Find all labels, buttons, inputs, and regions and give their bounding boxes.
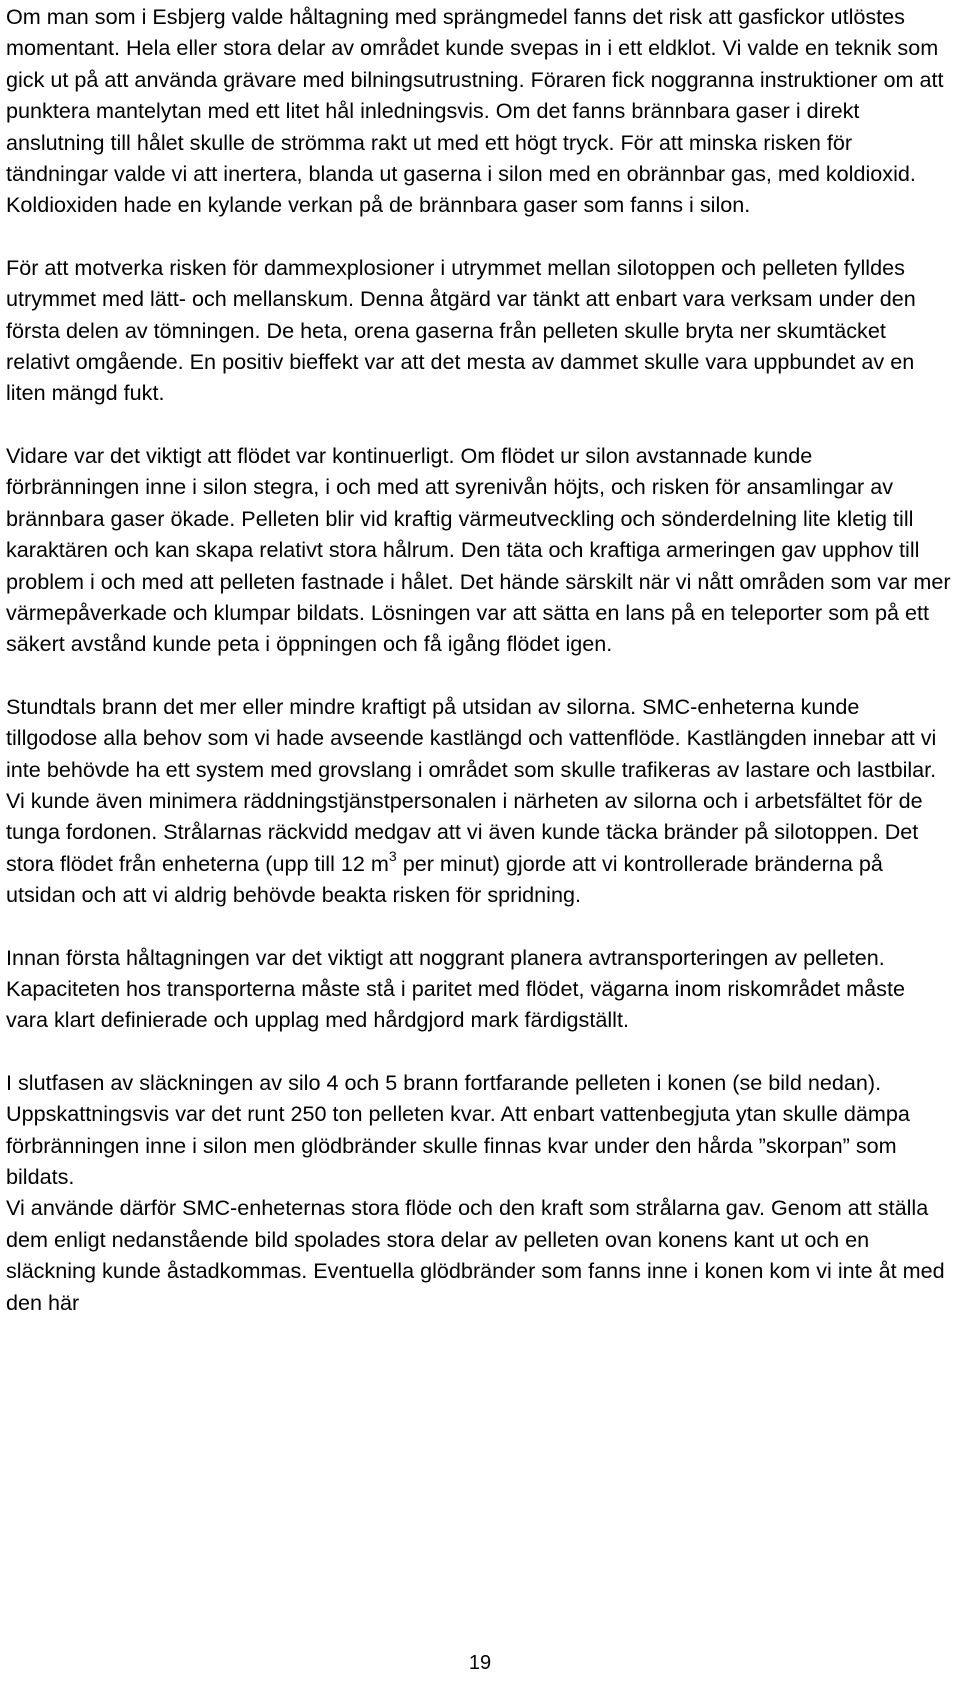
page-number: 19 (468, 1652, 492, 1674)
paragraph-2: För att motverka risken för dammexplosioner i utrymmet mellan silotoppen och pelleten fylldes utrymmet med lätt- och mellanskum. Denna åtgärd var tänkt att enbart vara verksam under den första delen av tömningen. De heta, orena gaserna från pelleten skulle bryta ner skumtäcket relativt omgående. En positiv bieffekt var att det mesta av dammet skulle vara uppbundet av en liten mängd fukt. (6, 254, 916, 406)
paragraph-6: I slutfasen av släckningen av silo 4 och 5 brann fortfarande pelleten i konen (se bild nedan). Uppskattningsvis var det runt 250 ton pelleten kvar. Att enbart vattenbegjuta ytan skulle dämpa förbränningen inne i silon men glödbränder skulle finnas kvar under den hårda ”skorpan” som bildats. (6, 1069, 910, 1189)
paragraph-3: Vidare var det viktigt att flödet var kontinuerligt. Om flödet ur silon avstannade kunde förbränningen inne i silon stegra, i och med att syrenivån höjts, och risken för ansamlingar av brännbara gaser ökade. Pelleten blir vid kraftig värmeutveckling och sönderdelning lite kletig till karaktären och kan skapa relativt stora hålrum. Den täta och kraftiga armeringen gav upphov till problem i och med att pelleten fastnade i hålet. Det hände särskilt när vi nått områden som var mer värmepåverkade och klumpar bildats. Lösningen var att sätta en lans på en teleporter som på ett säkert avstånd kunde peta i öppningen och få igång flödet igen. (6, 442, 951, 657)
superscript-3: 3 (388, 847, 397, 864)
paragraph-4-text-b: per minut) gjorde att vi kontrollerade bränderna på utsidan och att vi aldrig behövde beakta risken för spridning. (6, 850, 883, 908)
paragraph-4 (6, 691, 951, 911)
paragraph-4-text-a: Stundtals brann det mer eller mindre kraftigt på utsidan av silorna. SMC-enheterna kunde tillgodose alla behov som vi hade avseende kastlängd och vattenflöde. Kastlängden innebar att vi inte behövde ha ett system med grovslang i området som skulle trafikeras av lastare och lastbilar. Vi kunde även minimera räddningstjänstpersonalen i närheten av silorna och i arbetsfältet för de tunga fordonen. Strålarnas räckvidd medgav att vi även kunde täcka bränder på silotoppen. Det stora flödet från enheterna (upp till 12 m (6, 693, 937, 876)
paragraph-7: Vi använde därför SMC-enheternas stora flöde och den kraft som strålarna gav. Genom att ställa dem enligt nedanstående bild spolades stora delar av pelleten ovan konens kant ut och en släckning kunde åstadkommas. Eventuella glödbränder som fanns inne i konen kom vi inte åt med den här (6, 1195, 945, 1315)
document-page (6, 1, 951, 1318)
paragraph-1: Om man som i Esbjerg valde håltagning med sprängmedel fanns det risk att gasfickor utlöstes momentant. Hela eller stora delar av området kunde svepas in i ett eldklot. Vi valde en teknik som gick ut på att använda grävare med bilningsutrustning. Föraren fick noggranna instruktioner om att punktera mantelytan med ett litet hål inledningsvis. Om det fanns brännbara gaser i direkt anslutning till hålet skulle de strömma rakt ut med ett högt tryck. För att minska risken för tändningar valde vi att inertera, blanda ut gaserna i silon med en obrännbar gas, med koldioxid. Koldioxiden hade en kylande verkan på de brännbara gaser som fanns i silon. (6, 4, 944, 218)
paragraph-5: Innan första håltagningen var det viktigt att noggrant planera avtransporteringen av pelleten. Kapaciteten hos transporterna måste stå i paritet med flödet, vägarna inom riskområdet måste vara klart definierade och upplag med hårdgjord mark färdigställt. (6, 944, 905, 1033)
